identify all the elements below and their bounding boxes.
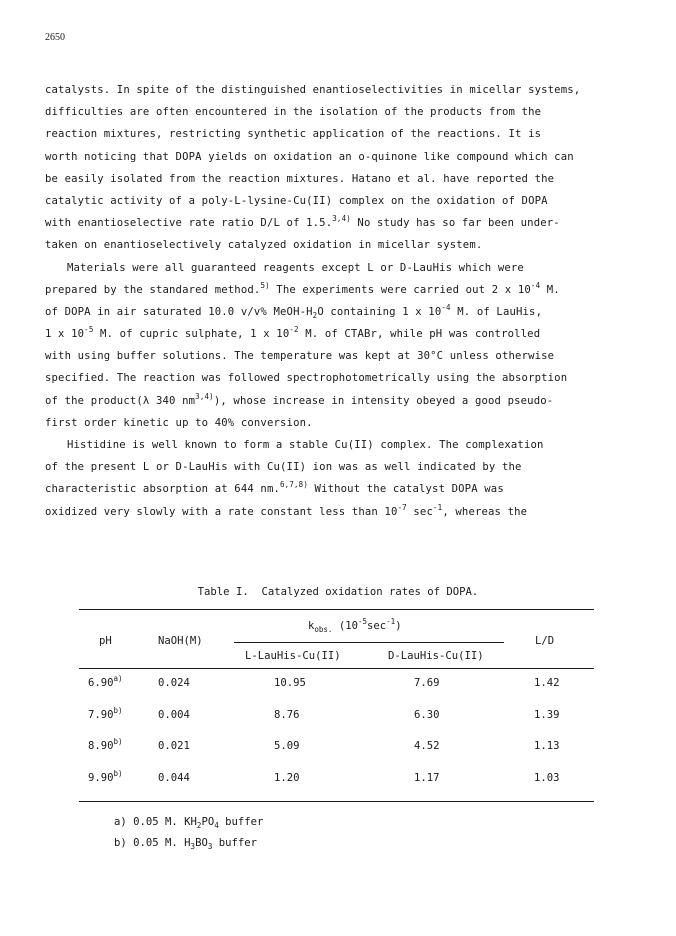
text-span: PO: [201, 816, 215, 828]
subscript: 2: [196, 821, 202, 830]
header-naoh: NaOH(M): [158, 635, 203, 647]
text-span: ), whose increase in intensity obeyed a good pseudo-: [213, 394, 554, 407]
subscript: 2: [312, 310, 318, 320]
table-row: [79, 669, 594, 701]
text-line: first order kinetic up to 40% conversion.: [45, 416, 313, 429]
cell-d-rate: 7.69: [414, 677, 440, 689]
cell-ph: [88, 768, 123, 784]
text-line: Materials were all guaranteed reagents except L or D-LauHis which were: [67, 261, 524, 274]
text-span: buffer: [218, 816, 264, 828]
text-line: Histidine is well known to form a stable Cu(II) complex. The complexation: [67, 439, 544, 451]
text-line: difficulties are often encountered in the isolation of the products from the: [45, 106, 542, 119]
cell-ld: 1.13: [534, 740, 560, 752]
footnote-mark: b): [113, 705, 123, 715]
cell-ld: 1.42: [534, 677, 560, 689]
text-span: with enantioselective rate ratio D/L of 1.5.: [45, 217, 333, 230]
cell-ld: 1.03: [534, 771, 560, 784]
text-span: 1 x 10: [45, 328, 85, 341]
text-line: be easily isolated from the reaction mixtures. Hatano et al. have reported the: [45, 172, 555, 185]
text-line: [45, 323, 641, 345]
text-span: , whereas the: [442, 505, 528, 518]
text-span: M. of cupric sulphate, 1 x 10: [93, 328, 290, 341]
text-line: [45, 478, 641, 500]
footnote-mark: b): [113, 768, 123, 778]
superscript: -4: [530, 280, 541, 290]
citation: 3,4): [195, 391, 214, 401]
cell-l-rate: 10.95: [274, 677, 306, 689]
footnote-mark: a): [113, 674, 123, 683]
table-bottom-rule: [79, 801, 594, 802]
kobs-unit: sec: [367, 620, 387, 632]
cell-naoh: 0.021: [158, 740, 190, 752]
subscript: 3: [190, 842, 196, 851]
table-row: [79, 732, 594, 764]
text-line: taken on enantioselectively catalyzed oxidation in micellar system.: [45, 239, 483, 252]
table-header: [79, 610, 594, 668]
text-line: worth noticing that DOPA yields on oxidation an o-quinone like compound which can: [45, 150, 574, 163]
text-span: of the product(λ 340 nm: [45, 394, 196, 407]
text-line: [45, 212, 641, 234]
ph-value: 8.90: [88, 740, 114, 752]
cell-ph: [88, 705, 123, 721]
footnote-b: [114, 833, 263, 854]
citation: 6,7,8): [280, 480, 309, 490]
text-span: a) 0.05 M. KH: [114, 816, 197, 828]
body-text: [45, 79, 641, 523]
kobs-exponent: -1: [386, 617, 396, 626]
text-line: reaction mixtures, restricting synthetic application of the reactions. It is: [45, 128, 542, 141]
cell-naoh: 0.044: [158, 771, 190, 784]
table-row: [79, 764, 594, 796]
cell-d-rate: 6.30: [414, 708, 440, 721]
cell-l-rate: 8.76: [274, 708, 300, 721]
text-span: of DOPA in air saturated 10.0 v/v% MeOH-H: [45, 305, 313, 318]
superscript: -5: [84, 325, 94, 335]
page-number: 2650: [45, 32, 65, 43]
kobs-subscript: obs.: [314, 625, 333, 634]
text-span: prepared by the standared method.: [45, 283, 261, 296]
text-span: No study has so far been under-: [350, 217, 560, 230]
citation: 5): [260, 280, 270, 290]
text-span: Without the catalyst DOPA was: [308, 483, 504, 496]
text-line: [45, 390, 641, 412]
kobs-symbol: k: [308, 620, 315, 632]
ph-value: 9.90: [88, 771, 114, 784]
ph-value: 6.90: [88, 677, 114, 689]
header-kobs: [308, 617, 402, 634]
text-span: M. of CTABr, while pH was controlled: [298, 328, 541, 341]
ph-value: 7.90: [88, 708, 114, 721]
citation: 3,4): [332, 214, 351, 224]
cell-naoh: 0.024: [158, 677, 190, 689]
text-span: oxidized very slowly with a rate constant less than 10: [45, 505, 398, 518]
kobs-unit: (10: [338, 620, 358, 632]
header-ph: pH: [99, 635, 112, 647]
text-span: sec: [406, 505, 433, 518]
text-line: [45, 301, 641, 323]
footnote-a: [114, 812, 263, 833]
superscript: -2: [289, 325, 299, 335]
cell-ph: [88, 737, 123, 752]
text-span: O containing 1 x 10: [317, 305, 442, 318]
text-span: The experiments were carried out 2 x 10: [269, 283, 531, 296]
cell-ph: [88, 674, 123, 689]
superscript: -4: [441, 302, 451, 312]
text-line: of the present L or D-LauHis with Cu(II) ion was as well indicated by the: [45, 461, 522, 474]
text-line: with using buffer solutions. The temperature was kept at 30°C unless otherwise: [45, 350, 555, 363]
header-l-cu: L-LauHis-Cu(II): [245, 650, 341, 662]
table-caption: Table I. Catalyzed oxidation rates of DOPA.: [197, 586, 479, 598]
text-span: buffer: [212, 837, 257, 849]
text-span: M.: [540, 283, 560, 296]
header-ld: L/D: [535, 635, 555, 647]
cell-d-rate: 4.52: [414, 740, 440, 752]
superscript: -7: [397, 502, 407, 512]
cell-l-rate: 1.20: [274, 771, 300, 784]
text-span: characteristic absorption at 644 nm.: [45, 483, 281, 496]
text-line: [45, 279, 641, 301]
footnote-mark: b): [113, 737, 123, 746]
text-span: b) 0.05 M. H: [114, 837, 191, 849]
cell-d-rate: 1.17: [414, 771, 440, 784]
superscript: -1: [432, 502, 443, 512]
data-table: [79, 609, 594, 802]
table-footnotes: [114, 812, 263, 854]
subscript: 3: [207, 842, 213, 851]
table-row: [79, 701, 594, 733]
cell-naoh: 0.004: [158, 708, 190, 721]
cell-l-rate: 5.09: [274, 740, 300, 752]
text-span: BO: [195, 837, 208, 849]
text-line: specified. The reaction was followed spectrophotometrically using the absorption: [45, 372, 568, 385]
text-line: [45, 501, 641, 523]
kobs-unit: ): [395, 620, 402, 632]
cell-ld: 1.39: [534, 708, 560, 721]
header-d-cu: D-LauHis-Cu(II): [388, 650, 484, 662]
text-line: catalytic activity of a poly-L-lysine-Cu(II) complex on the oxidation of DOPA: [45, 194, 548, 207]
kobs-exponent: -5: [357, 617, 368, 626]
subscript: 4: [214, 821, 219, 830]
text-line: catalysts. In spite of the distinguished enantioselectivities in micellar systems,: [45, 84, 581, 96]
header-sub-rule: [234, 642, 504, 643]
text-span: M. of LauHis,: [450, 305, 543, 318]
